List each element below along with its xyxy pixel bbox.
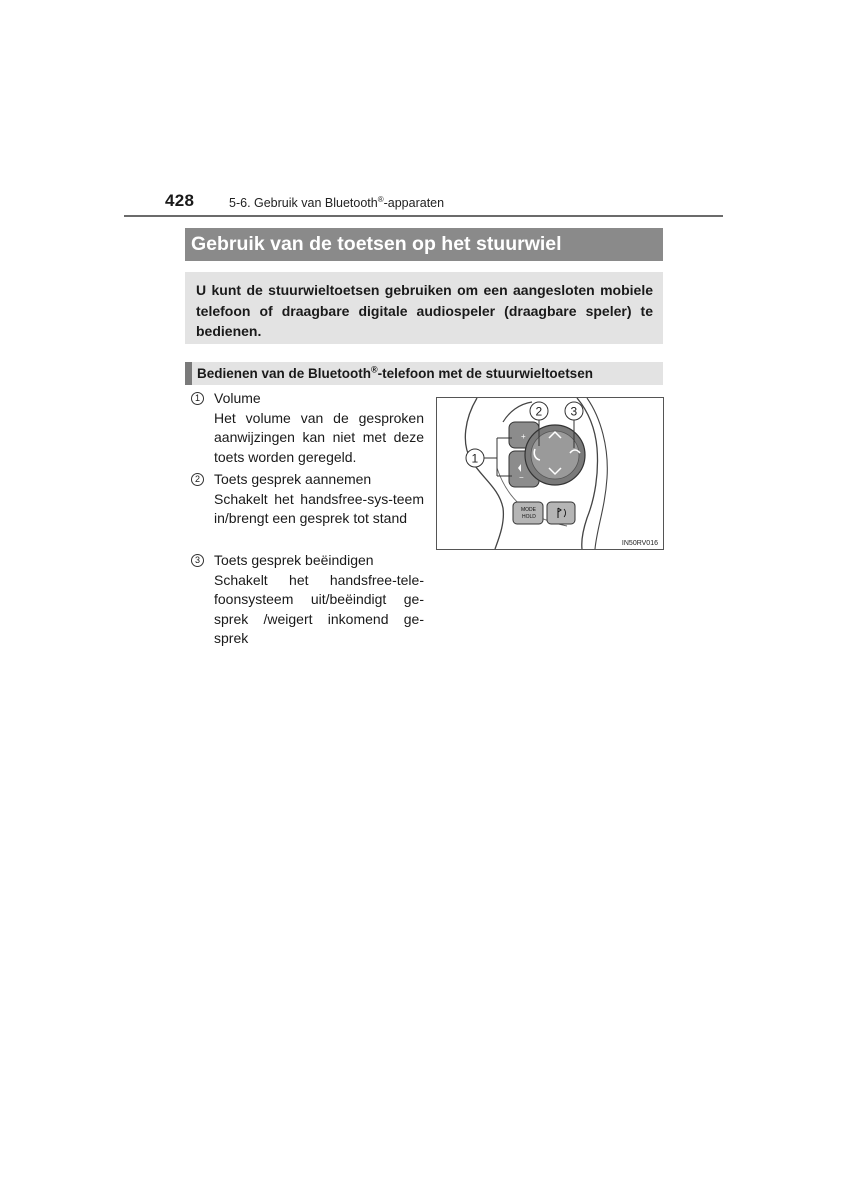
- control-pad-inner: [531, 431, 579, 479]
- wheel-outline: [465, 398, 503, 549]
- item-description: Schakelt het handsfree-sys-teem in/brengt een gesprek tot stand: [214, 490, 424, 526]
- list-item-volume: [191, 389, 424, 467]
- header-divider: [124, 215, 723, 217]
- steering-wheel-switch-figure: [436, 397, 664, 550]
- subsection-title-prefix: Bedienen van de Bluetooth: [197, 366, 372, 381]
- subsection-title-suffix: -telefoon met de stuurwieltoetsen: [377, 366, 593, 381]
- intro-text: U kunt de stuurwieltoetsen gebruiken om een aangesloten mobiele telefoon of draagbare digitale audiospeler (draagbare speler) te bedienen.: [196, 282, 653, 339]
- mode-hold-button: [513, 502, 543, 524]
- subsection-heading: [185, 362, 663, 385]
- item-title: Toets gesprek beëindigen: [214, 552, 374, 568]
- breadcrumb-suffix: -apparaten: [383, 196, 445, 211]
- figure-code: IN50RV016: [621, 540, 658, 547]
- mode-label: MODE: [521, 507, 536, 513]
- registered-mark: ®: [377, 195, 384, 204]
- item-description: Het volume van de gesproken aanwijzingen kan niet met deze toets worden geregeld.: [214, 409, 424, 465]
- list-item-end-call: [191, 551, 424, 649]
- circled-number: 2: [191, 473, 204, 486]
- callout-3-label: 3: [570, 404, 578, 419]
- item-description: Schakelt het handsfree-tele-foonsysteem uit/beëindigt ge-sprek /weigert inkomend ge-sprek: [214, 571, 424, 646]
- hold-label: HOLD: [522, 514, 536, 520]
- plus-label: +: [521, 432, 526, 441]
- section-title: Gebruik van de toetsen op het stuurwiel: [185, 228, 663, 261]
- circled-number: 3: [191, 554, 204, 567]
- voice-command-button: [547, 502, 575, 524]
- steering-wheel-illustration: [437, 398, 663, 549]
- breadcrumb-prefix: 5-6. Gebruik van Bluetooth: [229, 196, 378, 211]
- callout-2-label: 2: [535, 404, 543, 419]
- list-item-answer-call: [191, 470, 424, 529]
- registered-mark: ®: [371, 364, 378, 375]
- callout-1-label: 1: [471, 451, 479, 466]
- intro-box: [185, 272, 663, 344]
- wheel-outline: [503, 402, 532, 422]
- item-title: Volume: [214, 390, 261, 406]
- circled-number: 1: [191, 392, 204, 405]
- minus-label: −: [519, 473, 524, 482]
- breadcrumb: [229, 195, 444, 210]
- item-title: Toets gesprek aannemen: [214, 471, 372, 487]
- wheel-outline: [577, 398, 598, 549]
- page-number: 428: [165, 191, 195, 210]
